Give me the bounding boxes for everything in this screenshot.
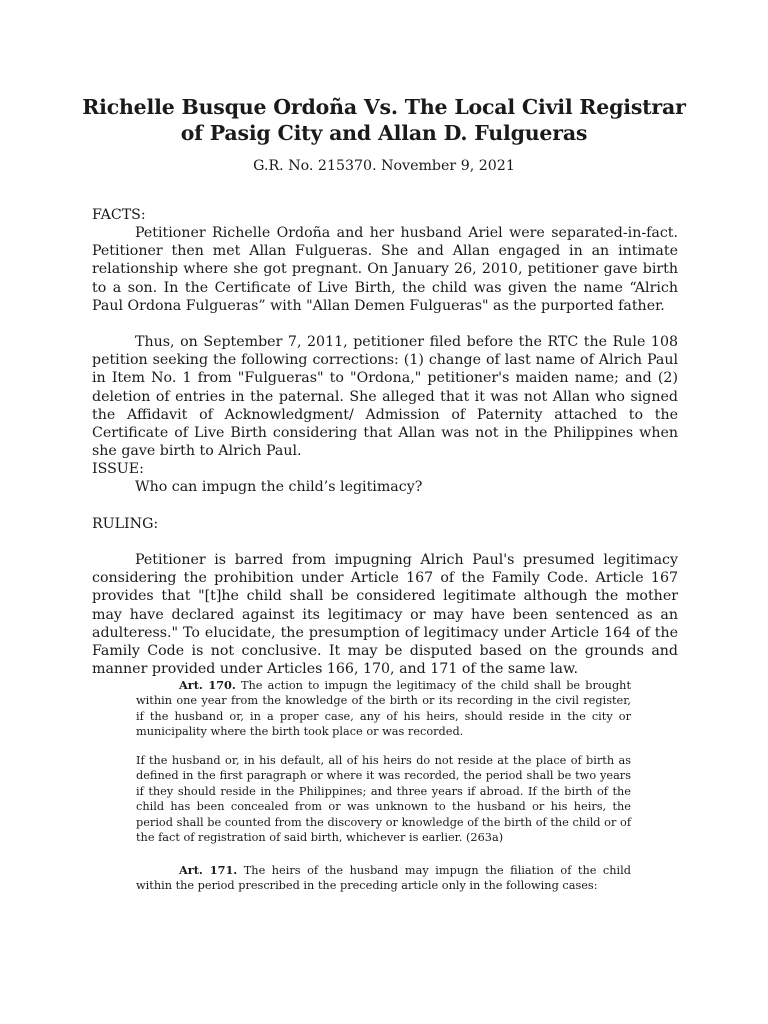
ruling-heading: RULING: bbox=[92, 516, 159, 532]
facts-paragraph-2: Thus, on September 7, 2011, petitioner filed before the RTC the Rule 108 petition seeking the following corrections: (1) change of last name of Alrich Paul in Item No. 1 from "Fulgueras" to "Ordona," petitioner's maiden name; and (2) deletion of entries in the paternal. She alleged that it was not Allan who signed the Affidavit of Acknowledgment/ Admission of Paternity attached to the Certificate of Live Birth considering that Allan was not in the Philippines when she gave birth to Alrich Paul. bbox=[92, 334, 678, 460]
article-171-number: Art. 171. bbox=[179, 863, 238, 877]
issue-heading: ISSUE: bbox=[92, 461, 144, 477]
article-171-paragraph bbox=[136, 863, 631, 894]
article-170-number: Art. 170. bbox=[179, 678, 236, 692]
case-title: Richelle Busque Ordoña Vs. The Local Civil Registrar of Pasig City and Allan D. Fulgueras bbox=[82, 95, 686, 145]
case-citation: G.R. No. 215370. November 9, 2021 bbox=[253, 158, 515, 174]
facts-heading: FACTS: bbox=[92, 207, 146, 223]
issue-text: Who can impugn the child’s legitimacy? bbox=[135, 479, 423, 495]
facts-paragraph-1: Petitioner Richelle Ordoña and her husband Ariel were separated-in-fact. Petitioner then met Allan Fulgueras. She and Allan engaged in an intimate relationship where she got pregnant. On January 26, 2010, petitioner gave birth to a son. In the Certificate of Live Birth, the child was given the name “Alrich Paul Ordona Fulgueras” with "Allan Demen Fulgueras" as the purported father. bbox=[92, 225, 678, 314]
ruling-paragraph: Petitioner is barred from impugning Alrich Paul's presumed legitimacy considering the prohibition under Article 167 of the Family Code. Article 167 provides that "[t]he child shall be considered legitimate although the mother may have declared against its legitimacy or may have been sentenced as an adulteress." To elucidate, the presumption of legitimacy under Article 164 of the Family Code is not conclusive. It may be disputed based on the grounds and manner provided under Articles 166, 170, and 171 of the same law. bbox=[92, 552, 678, 678]
article-170-paragraph-1 bbox=[136, 678, 631, 740]
article-171-text: The heirs of the husband may impugn the filiation of the child within the period prescribed in the preceding article only in the following cases: bbox=[136, 864, 631, 893]
article-170-text: The action to impugn the legitimacy of the child shall be brought within one year from the knowledge of the birth or its recording in the civil register, if the husband or, in a proper case, any of his heirs, should reside in the city or municipality where the birth took place or was recorded. bbox=[136, 679, 631, 739]
article-170-paragraph-2: If the husband or, in his default, all of his heirs do not reside at the place of birth as defined in the first paragraph or where it was recorded, the period shall be two years if they should reside in the Philippines; and three years if abroad. If the birth of the child has been concealed from or was unknown to the husband or his heirs, the period shall be counted from the discovery or knowledge of the birth of the child or of the fact of registration of said birth, whichever is earlier. (263a) bbox=[136, 754, 631, 845]
